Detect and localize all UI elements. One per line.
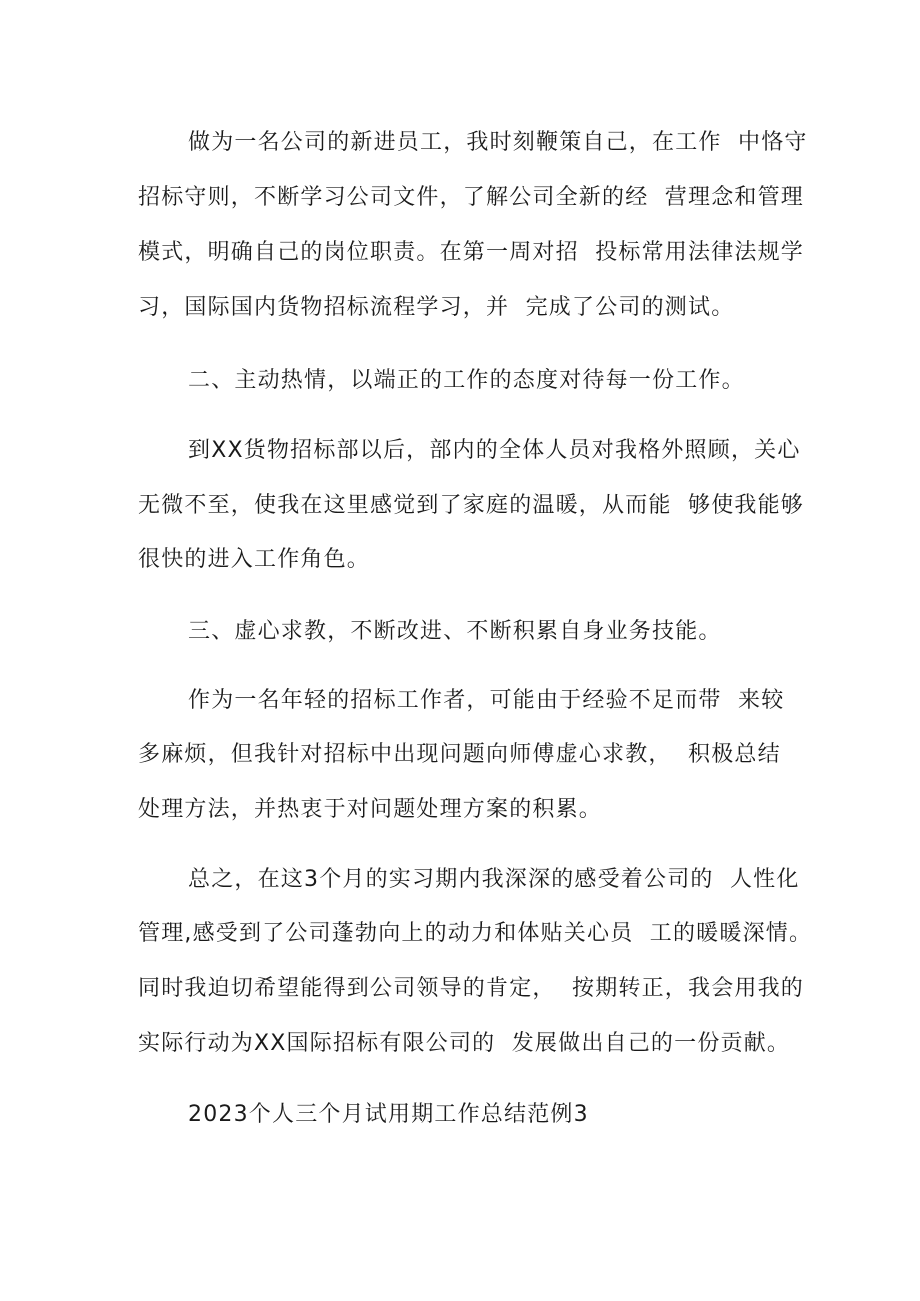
text-line: 做为一名公司的新进员工，我时刻鞭策自己，在工作 中恪守 [188, 130, 808, 155]
text-line: 总之，在这3个月的实习期内我深深的感受着公司的 人性化 [188, 867, 800, 892]
text-line: 作为一名年轻的招标工作者，可能由于经验不足而带 来较 [188, 688, 785, 713]
section-title: 2023个人三个月试用期工作总结范例3 [188, 1102, 589, 1127]
text-line: 同时我迫切希望能得到公司领导的肯定， 按期转正，我会用我的 [138, 976, 804, 1001]
text-line: 招标守则，不断学习公司文件，了解公司全新的经 营理念和管理 [138, 185, 804, 210]
text-line: 处理方法，并热衷于对问题处理方案的积累。 [138, 797, 603, 822]
text-line: 无微不至，使我在这里感觉到了家庭的温暖，从而能 够使我能够 [138, 493, 804, 518]
text-line: 到XX货物招标部以后，部内的全体人员对我格外照顾，关心 [188, 438, 801, 463]
text-line: 习，国际国内货物招标流程学习，并 完成了公司的测试。 [138, 295, 735, 320]
text-line: 很快的进入工作角色。 [138, 547, 371, 572]
text-line: 多麻烦，但我针对招标中出现问题向师傅虚心求教， 积极总结 [138, 742, 781, 767]
section-heading: 二、主动热情，以端正的工作的态度对待每一份工作。 [188, 368, 745, 393]
text-line: 管理,感受到了公司蓬勃向上的动力和体贴关心员 工的暖暖深情。 [138, 921, 813, 946]
text-line: 模式，明确自己的岗位职责。在第一周对招 投标常用法律法规学 [138, 240, 804, 265]
text-line: 实际行动为XX国际招标有限公司的 发展做出自己的一份贡献。 [138, 1031, 791, 1056]
section-heading: 三、虚心求教，不断改进、不断积累自身业务技能。 [188, 619, 722, 644]
